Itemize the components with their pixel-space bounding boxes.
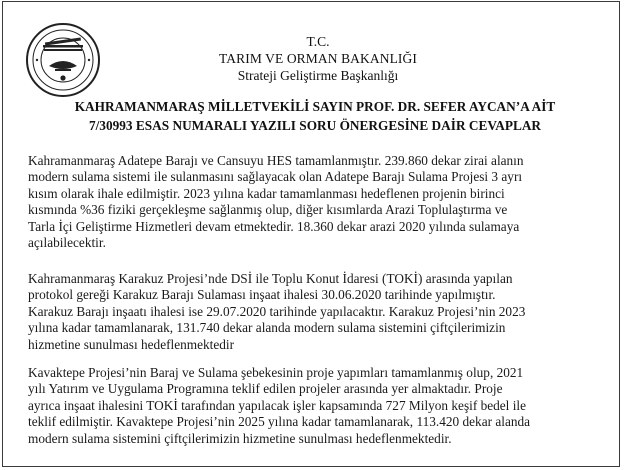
- paragraph-line: kısım olarak ihale edilmiştir. 2023 yılına kadar tamamlanması hedeflenen projenin birinci: [28, 185, 505, 201]
- paragraph-line: Karakuz Barajı inşaatı ihalesi ise 29.07.2020 tarihinde yapılacaktır. Karakuz Projesi’nin 2023: [28, 303, 526, 319]
- paragraph-line: Kahramanmaraş Adatepe Barajı ve Cansuyu HES tamamlanmıştır. 239.860 dekar zirai alanın: [28, 153, 524, 168]
- document-title-line-2: 7/30993 ESAS NUMARALI YAZILI SORU ÖNERGESİNE DAİR CEVAPLAR: [88, 118, 542, 133]
- paragraph-line: Tarla İçi Geliştirme Hizmetleri devam etmektedir. 18.360 dekar arazi 2020 yılında sulamaya: [28, 218, 520, 234]
- department-name: Strateji Geliştirme Başkanlığı: [237, 68, 399, 83]
- paragraph-line: modern sulama sistemi ile sulanmasını sağlayacak olan Adatepe Barajı Sulama Projesi 3 ayrı: [28, 169, 523, 185]
- paragraph-line: hizmetine sunulması hedeflenmektedir: [28, 336, 235, 352]
- paragraph-kavaktepe: [28, 365, 598, 447]
- paragraph-line: yılı Yatırım ve Uygulama Programına teklif edilen projeler arasında yer almaktadır. Proje: [28, 381, 503, 397]
- paragraph-line: yılına kadar tamamlanarak, 131.740 dekar alanda modern sulama sistemini çiftçilerimizin: [28, 320, 506, 336]
- header-tc: T.C.: [306, 34, 330, 49]
- paragraph-line: ayrıca inşaat ihalesini TOKİ tarafından yapılacak işler kapsamında 727 Milyon keşif bedel ile: [28, 397, 526, 413]
- paragraph-line: modern sulama sistemini çiftçilerimizin hizmetine sunulması hedeflenmektedir.: [28, 430, 452, 446]
- document-page: [2, 1, 620, 467]
- paragraph-line: Kavaktepe Projesi’nin Baraj ve Sulama şebekesinin proje yapımları tamamlanmış olup, 2021: [28, 365, 524, 380]
- paragraph-line: açılabilecektir.: [28, 235, 106, 251]
- paragraph-adatepe: [28, 153, 598, 251]
- paragraph-line: teklif edilmiştir. Kavaktepe Projesi’nin 2025 yılına kadar tamamlanarak, 113.420 dekar alanda: [28, 414, 531, 430]
- ministry-name: TARIM VE ORMAN BAKANLIĞI: [219, 51, 417, 66]
- paragraph-line: protokol gereği Karakuz Barajı Sulaması inşaat ihalesi 30.06.2020 tarihinde yapılmıştır.: [28, 287, 496, 303]
- document-title-line-1: KAHRAMANMARAŞ MİLLETVEKİLİ SAYIN PROF. DR. SEFER AYCAN’A AİT: [74, 99, 556, 114]
- paragraph-line: Kahramanmaraş Karakuz Projesi’nde DSİ ile Toplu Konut İdaresi (TOKİ) arasında yapılan: [28, 271, 513, 286]
- paragraph-line: kısmında %36 fiziki gerçekleşme sağlanmış olup, diğer kısımlarda Arazi Toplulaştırma ve: [28, 202, 508, 218]
- paragraph-karakuz: [28, 271, 598, 353]
- ministry-seal-icon: [25, 22, 101, 98]
